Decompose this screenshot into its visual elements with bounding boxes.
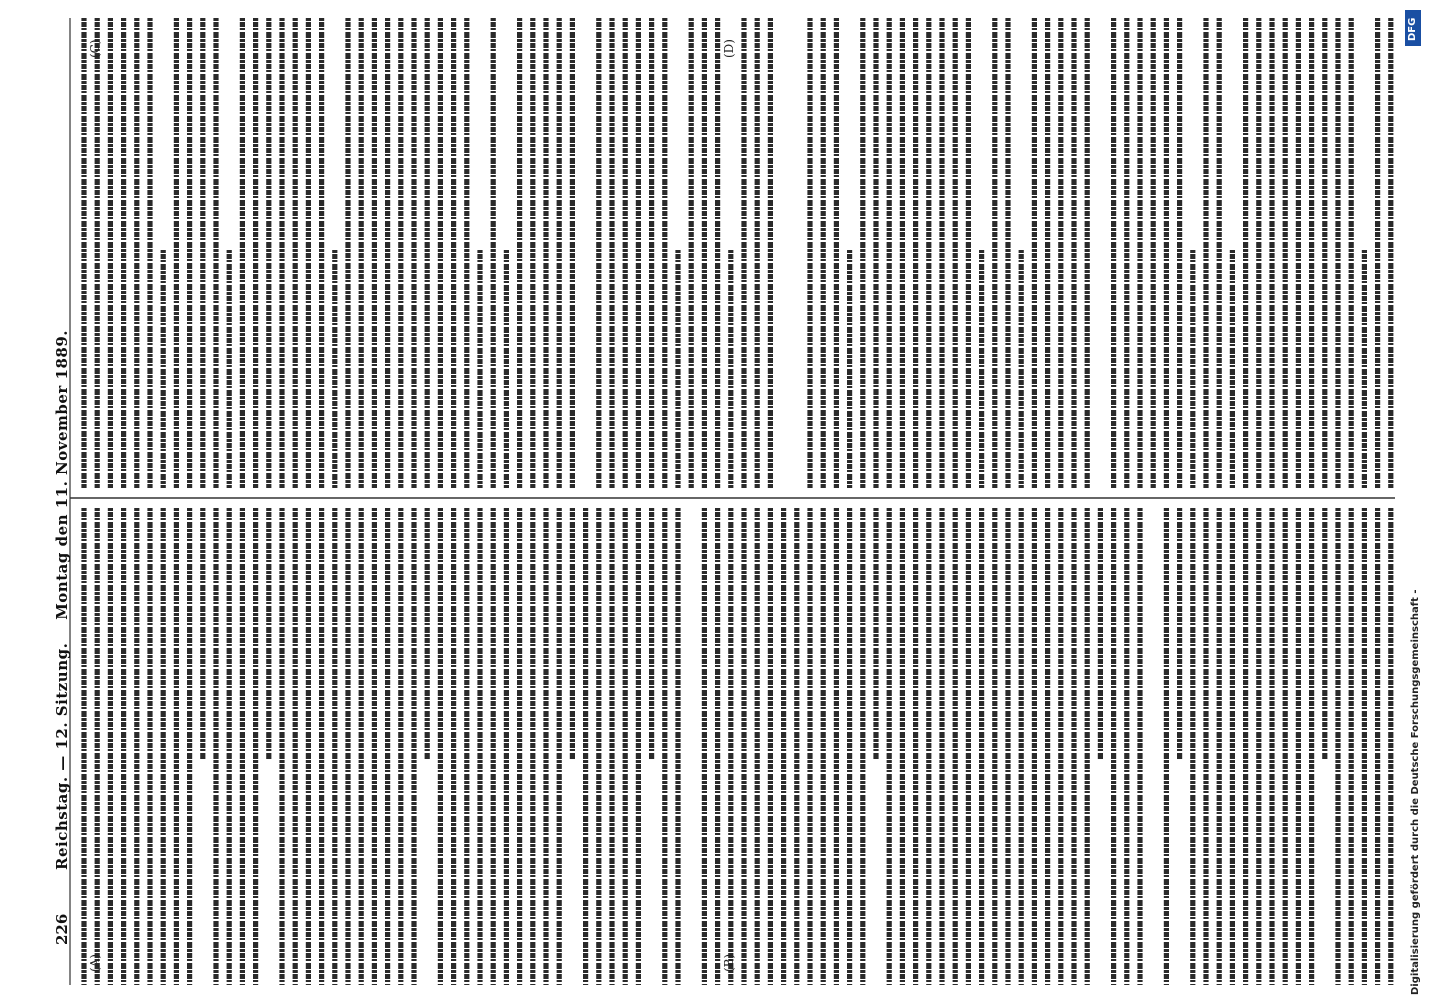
header-date: Montag den 11. November 1889. — [53, 329, 71, 620]
margin-marker-a: (A) — [88, 953, 102, 972]
margin-marker-d: (D) — [722, 39, 736, 58]
running-header — [53, 330, 71, 870]
margin-marker-c: (C) — [88, 39, 102, 58]
dfg-notice-text: Digitalisierung gefördert durch die Deutsche Forschungsgemeinschaft - — [1410, 589, 1421, 995]
page-number: 226 — [53, 913, 71, 945]
header-title: Reichstag. — 12. Sitzung. — [53, 642, 71, 870]
dfg-notice — [1402, 0, 1430, 1000]
margin-marker-b: (B) — [722, 953, 736, 972]
dfg-logo: DFG — [1405, 10, 1421, 46]
